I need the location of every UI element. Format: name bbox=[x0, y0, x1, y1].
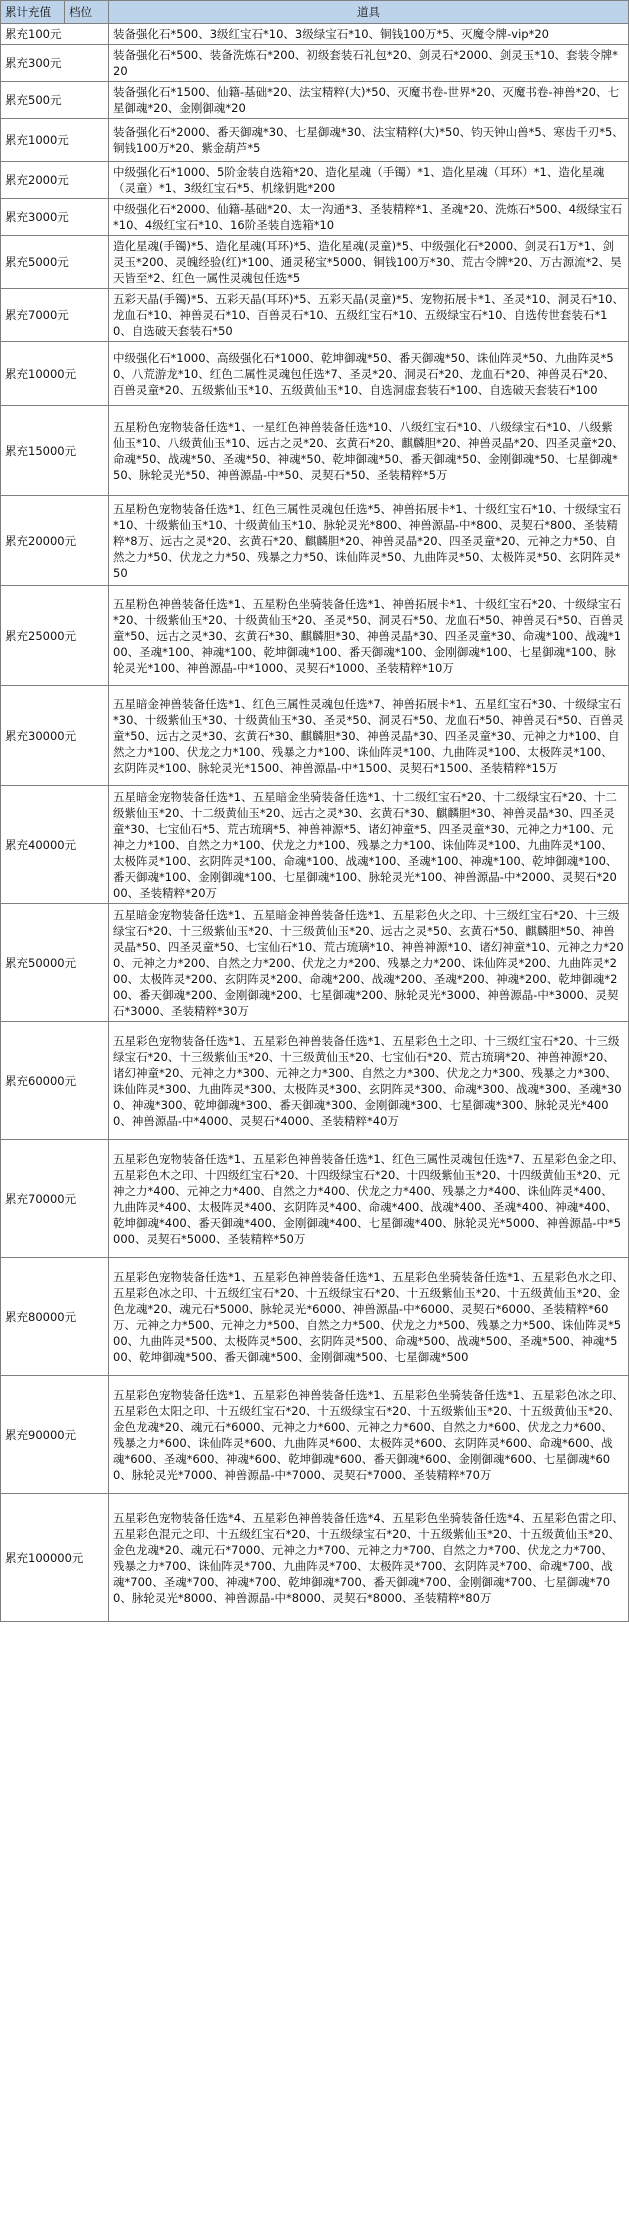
reward-items-cell: 五星暗金宠物装备任选*1、五星暗金神兽装备任选*1、五星彩色火之印、十三级红宝石*20、十三级绿宝石*20、十三级紫仙玉*20、十三级黄仙玉*20、远古之灵*50、玄黄石*50、麒麟胆*50、神兽灵晶*50、四圣灵童*50、七宝仙石*10、荒古琉璃*10、神兽神源*10、诸幻神童*10、元神之力*200、元神之力*200、自然之力*200、伏龙之力*200、残暴之力*200、诛仙阵灵*200、九曲阵灵*200、太极阵灵*200、玄阴阵灵*200、命魂*200、战魂*200、圣魂*200、神魂*200、乾坤御魂*200、番天御魂*200、金刚御魂*200、七星御魂*200、脉轮灵光*3000、神兽源晶-中*3000、灵契石*3000、圣装精粹*30万 bbox=[109, 904, 629, 1022]
table-row bbox=[1, 342, 629, 406]
reward-items-cell: 五星粉色神兽装备任选*1、五星粉色坐骑装备任选*1、神兽拓展卡*1、十级红宝石*20、十级绿宝石*20、十级紫仙玉*20、十级黄仙玉*20、圣灵*50、洞灵石*50、龙血石*50、神兽灵石*50、百兽灵童*50、远古之灵*30、玄黄石*30、麒麟胆*30、神兽灵晶*30、四圣灵童*30、命魂*100、战魂*100、圣魂*100、神魂*100、乾坤御魂*100、番天御魂*100、金刚御魂*100、七星御魂*100、脉轮灵光*100、神兽源晶-中*1000、灵契石*1000、圣装精粹*10万 bbox=[109, 586, 629, 686]
recharge-amount-cell: 累充20000元 bbox=[1, 496, 109, 586]
table-row bbox=[1, 199, 629, 236]
table-row bbox=[1, 586, 629, 686]
table-row bbox=[1, 45, 629, 82]
table-row bbox=[1, 24, 629, 45]
recharge-amount-cell: 累充500元 bbox=[1, 82, 109, 119]
table-row bbox=[1, 904, 629, 1022]
reward-items-cell: 装备强化石*500、装备洗炼石*200、初级套装石礼包*20、剑灵石*2000、剑灵玉*10、套装令牌*20 bbox=[109, 45, 629, 82]
header-items: 道具 bbox=[109, 1, 629, 24]
table-row bbox=[1, 1258, 629, 1376]
reward-items-cell: 装备强化石*1500、仙籍-基础*20、法宝精粹(大)*50、灭魔书卷-世界*20、灭魔书卷-神兽*20、七星御魂*20、金刚御魂*20 bbox=[109, 82, 629, 119]
recharge-amount-cell: 累充50000元 bbox=[1, 904, 109, 1022]
reward-items-cell: 五星彩色宠物装备任选*1、五星彩色神兽装备任选*1、红色三属性灵魂包任选*7、五星彩色金之印、五星彩色木之印、十四级红宝石*20、十四级绿宝石*20、十四级紫仙玉*20、十四级黄仙玉*20、元神之力*400、元神之力*400、自然之力*400、伏龙之力*400、残暴之力*400、诛仙阵灵*400、九曲阵灵*400、太极阵灵*400、玄阴阵灵*400、命魂*400、战魂*400、圣魂*400、神魂*400、乾坤御魂*400、番天御魂*400、金刚御魂*400、七星御魂*400、脉轮灵光*5000、神兽源晶-中*5000、灵契石*5000、圣装精粹*50万 bbox=[109, 1140, 629, 1258]
recharge-amount-cell: 累充7000元 bbox=[1, 289, 109, 342]
recharge-amount-cell: 累充90000元 bbox=[1, 1376, 109, 1494]
recharge-amount-cell: 累充5000元 bbox=[1, 236, 109, 289]
recharge-amount-cell: 累充70000元 bbox=[1, 1140, 109, 1258]
table-header-row bbox=[1, 1, 629, 24]
reward-items-cell: 装备强化石*500、3级红宝石*10、3级绿宝石*10、铜钱100万*5、灭魔令牌-vip*20 bbox=[109, 24, 629, 45]
reward-items-cell: 五星暗金神兽装备任选*1、红色三属性灵魂包任选*7、神兽拓展卡*1、五星红宝石*30、十级绿宝石*30、十级紫仙玉*30、十级黄仙玉*30、圣灵*50、洞灵石*50、龙血石*50、神兽灵石*50、百兽灵童*50、远古之灵*30、玄黄石*30、麒麟胆*30、神兽灵晶*30、四圣灵童*30、元神之力*100、自然之力*100、伏龙之力*100、残暴之力*100、诛仙阵灵*100、九曲阵灵*100、太极阵灵*100、玄阴阵灵*100、脉轮灵光*1500、神兽源晶-中*1500、灵契石*1500、圣装精粹*15万 bbox=[109, 686, 629, 786]
table-row bbox=[1, 162, 629, 199]
reward-items-cell: 造化星魂(手镯)*5、造化星魂(耳环)*5、造化星魂(灵童)*5、中级强化石*2000、剑灵石1万*1、剑灵玉*200、灵魄经验(红)*100、通灵秘宝*5000、铜钱100万*30、荒古令牌*20、万古源流*2、昊天皆至*2、红色一属性灵魂包任选*5 bbox=[109, 236, 629, 289]
reward-items-cell: 中级强化石*1000、高级强化石*1000、乾坤御魂*50、番天御魂*50、诛仙阵灵*50、九曲阵灵*50、八荒游龙*10、红色二属性灵魂包任选*7、圣灵*20、洞灵石*20、龙血石*20、神兽灵石*20、百兽灵童*20、五级紫仙玉*10、五级黄仙玉*10、自选洞虚套装石*100、自选破天套装石*100 bbox=[109, 342, 629, 406]
table-row bbox=[1, 406, 629, 496]
recharge-amount-cell: 累充30000元 bbox=[1, 686, 109, 786]
recharge-amount-cell: 累充25000元 bbox=[1, 586, 109, 686]
reward-items-cell: 五星粉色宠物装备任选*1、红色三属性灵魂包任选*5、神兽拓展卡*1、十级红宝石*10、十级绿宝石*10、十级紫仙玉*10、十级黄仙玉*10、脉轮灵光*800、神兽源晶-中*800、灵契石*800、圣装精粹*8万、远古之灵*20、玄黄石*20、麒麟胆*20、神兽灵晶*20、四圣灵童*20、元神之力*50、自然之力*50、伏龙之力*50、残暴之力*50、诛仙阵灵*50、九曲阵灵*50、太极阵灵*50、玄阴阵灵*50 bbox=[109, 496, 629, 586]
reward-items-cell: 五星粉色宠物装备任选*1、一星红色神兽装备任选*10、八级红宝石*10、八级绿宝石*10、八级紫仙玉*10、八级黄仙玉*10、远古之灵*20、玄黄石*20、麒麟胆*20、神兽灵晶*20、四圣灵童*20、命魂*50、战魂*50、圣魂*50、神魂*50、乾坤御魂*50、番天御魂*50、金刚御魂*50、七星御魂*50、脉轮灵光*50、神兽源晶-中*50、灵契石*50、圣装精粹*5万 bbox=[109, 406, 629, 496]
recharge-amount-cell: 累充100元 bbox=[1, 24, 109, 45]
recharge-amount-cell: 累充3000元 bbox=[1, 199, 109, 236]
table-row bbox=[1, 1494, 629, 1622]
recharge-amount-cell: 累充2000元 bbox=[1, 162, 109, 199]
reward-items-cell: 装备强化石*2000、番天御魂*30、七星御魂*30、法宝精粹(大)*50、钧天钟山兽*5、寒齿千刃*5、铜钱100万*20、紫金葫芦*5 bbox=[109, 119, 629, 162]
reward-items-cell: 五星彩色宠物装备任选*1、五星彩色神兽装备任选*1、五星彩色土之印、十三级红宝石*20、十三级绿宝石*20、十三级紫仙玉*20、十三级黄仙玉*20、七宝仙石*20、荒古琉璃*20、神兽神源*20、诸幻神童*20、元神之力*300、元神之力*300、自然之力*300、伏龙之力*300、残暴之力*300、诛仙阵灵*300、九曲阵灵*300、太极阵灵*300、玄阴阵灵*300、命魂*300、战魂*300、圣魂*300、神魂*300、乾坤御魂*300、番天御魂*300、金刚御魂*300、七星御魂*300、脉轮灵光*4000、神兽源晶-中*4000、灵契石*4000、圣装精粹*40万 bbox=[109, 1022, 629, 1140]
table-row bbox=[1, 119, 629, 162]
reward-items-cell: 中级强化石*2000、仙籍-基础*20、太一沟通*3、圣装精粹*1、圣魂*20、洗炼石*500、4级绿宝石*10、4级红宝石*10、16阶圣装自选箱*10 bbox=[109, 199, 629, 236]
table-row bbox=[1, 1022, 629, 1140]
table-row bbox=[1, 496, 629, 586]
table-row bbox=[1, 1376, 629, 1494]
reward-items-cell: 五星暗金宠物装备任选*1、五星暗金坐骑装备任选*1、十二级红宝石*20、十二级绿宝石*20、十二级紫仙玉*20、十二级黄仙玉*20、远古之灵*30、玄黄石*30、麒麟胆*30、神兽灵晶*30、四圣灵童*30、七宝仙石*5、荒古琉璃*5、神兽神源*5、诸幻神童*5、四圣灵童*30、元神之力*100、元神之力*100、自然之力*100、伏龙之力*100、残暴之力*100、诛仙阵灵*100、九曲阵灵*100、太极阵灵*100、玄阴阵灵*100、命魂*100、战魂*100、圣魂*100、神魂*100、乾坤御魂*100、番天御魂*100、金刚御魂*100、七星御魂*100、脉轮灵光*100、神兽源晶-中*2000、灵契石*2000、圣装精粹*20万 bbox=[109, 786, 629, 904]
reward-items-cell: 中级强化石*1000、5阶金装自选箱*20、造化星魂（手镯）*1、造化星魂（耳环）*1、造化星魂（灵童）*1、3级红宝石*5、机缘钥匙*200 bbox=[109, 162, 629, 199]
recharge-amount-cell: 累充100000元 bbox=[1, 1494, 109, 1622]
table-row bbox=[1, 686, 629, 786]
reward-items-cell: 五星彩色宠物装备任选*4、五星彩色神兽装备任选*4、五星彩色坐骑装备任选*4、五星彩色雷之印、五星彩色混元之印、十五级红宝石*20、十五级绿宝石*20、十五级紫仙玉*20、十五级黄仙玉*20、金色龙魂*20、魂元石*7000、元神之力*700、元神之力*700、自然之力*700、伏龙之力*700、残暴之力*700、诛仙阵灵*700、九曲阵灵*700、太极阵灵*700、玄阴阵灵*700、命魂*700、战魂*700、圣魂*700、神魂*700、乾坤御魂*700、番天御魂*700、金刚御魂*700、七星御魂*700、脉轮灵光*8000、神兽源晶-中*8000、灵契石*8000、圣装精粹*80万 bbox=[109, 1494, 629, 1622]
header-tier: 档位 bbox=[65, 1, 109, 24]
table-row bbox=[1, 289, 629, 342]
reward-items-cell: 五彩天晶(手镯)*5、五彩天晶(耳环)*5、五彩天晶(灵童)*5、宠物拓展卡*1、圣灵*10、洞灵石*10、龙血石*10、神兽灵石*10、百兽灵石*10、五级红宝石*10、五级绿宝石*10、自选传世套装石*10、自选破天套装石*50 bbox=[109, 289, 629, 342]
recharge-amount-cell: 累充10000元 bbox=[1, 342, 109, 406]
table-row bbox=[1, 786, 629, 904]
recharge-amount-cell: 累充300元 bbox=[1, 45, 109, 82]
recharge-amount-cell: 累充40000元 bbox=[1, 786, 109, 904]
table-row bbox=[1, 82, 629, 119]
header-cumulative-recharge: 累计充值 bbox=[1, 1, 65, 24]
recharge-amount-cell: 累充60000元 bbox=[1, 1022, 109, 1140]
reward-items-cell: 五星彩色宠物装备任选*1、五星彩色神兽装备任选*1、五星彩色坐骑装备任选*1、五星彩色冰之印、五星彩色太阳之印、十五级红宝石*20、十五级绿宝石*20、十五级紫仙玉*20、十五级黄仙玉*20、金色龙魂*20、魂元石*6000、元神之力*600、元神之力*600、自然之力*600、伏龙之力*600、残暴之力*600、诛仙阵灵*600、九曲阵灵*600、太极阵灵*600、玄阴阵灵*600、命魂*600、战魂*600、圣魂*600、神魂*600、乾坤御魂*600、番天御魂*600、金刚御魂*600、七星御魂*600、脉轮灵光*7000、神兽源晶-中*7000、灵契石*7000、圣装精粹*70万 bbox=[109, 1376, 629, 1494]
recharge-amount-cell: 累充15000元 bbox=[1, 406, 109, 496]
recharge-amount-cell: 累充1000元 bbox=[1, 119, 109, 162]
table-row bbox=[1, 1140, 629, 1258]
recharge-amount-cell: 累充80000元 bbox=[1, 1258, 109, 1376]
table-row bbox=[1, 236, 629, 289]
reward-items-cell: 五星彩色宠物装备任选*1、五星彩色神兽装备任选*1、五星彩色坐骑装备任选*1、五星彩色水之印、五星彩色冰之印、十五级红宝石*20、十五级绿宝石*20、十五级紫仙玉*20、十五级黄仙玉*20、金色龙魂*20、魂元石*5000、脉轮灵光*6000、神兽源晶-中*6000、灵契石*6000、圣装精粹*60万、元神之力*500、元神之力*500、自然之力*500、伏龙之力*500、残暴之力*500、诛仙阵灵*500、九曲阵灵*500、太极阵灵*500、玄阴阵灵*500、命魂*500、战魂*500、圣魂*500、神魂*500、乾坤御魂*500、番天御魂*500、金刚御魂*500、七星御魂*500 bbox=[109, 1258, 629, 1376]
